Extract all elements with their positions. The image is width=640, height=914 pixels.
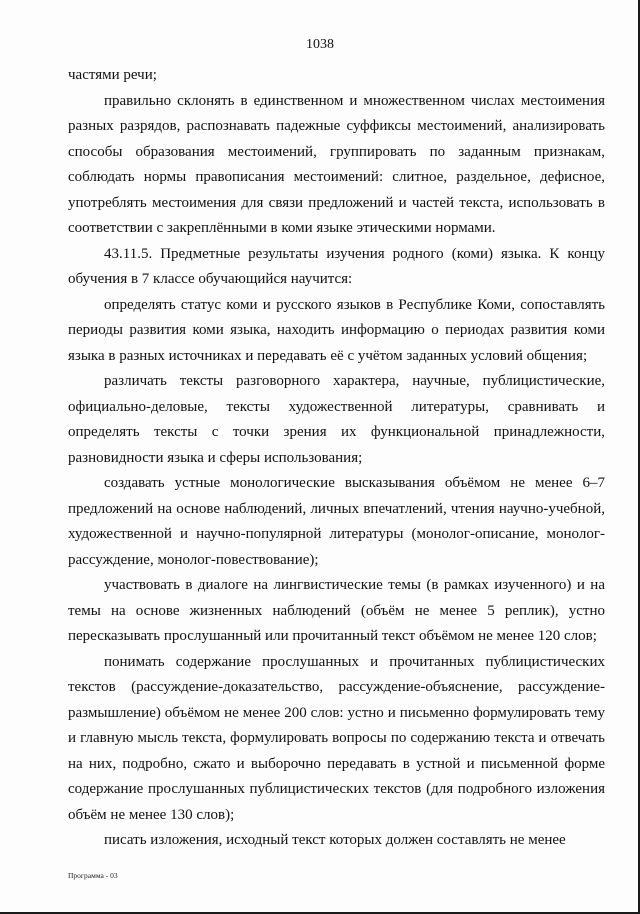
paragraph: частями речи;	[68, 67, 157, 83]
footer-label: Программа - 03	[68, 871, 118, 880]
paragraph: правильно склонять в единственном и множественном числах местоимения разных разрядов, распознавать падежные суффиксы местоимений, анализировать способы образования местоимений, группировать по заданным признакам, соблюдать нормы правописания местоимений: слитное, раздельное, дефисное, употреблять местоимения для связи предложений и частей текста, использовать в соответствии с закреплёнными в коми языке этическими нормами.	[68, 92, 605, 236]
paragraph: понимать содержание прослушанных и прочитанных публицистических текстов (рассуждение-доказательство, рассуждение-объяснение, рассуждение-размышление) объёмом не менее 200 слов: устно и письменно формулировать тему и главную мысль текста, формулировать вопросы по содержанию текста и отвечать на них, подробно, сжато и выборочно передавать в устной и письменной форме содержание прослушанных публицистических текстов (для подробного изложения объём не менее 130 слов);	[68, 653, 605, 823]
paragraph: создавать устные монологические высказывания объёмом не менее 6–7 предложений на основе наблюдений, личных впечатлений, чтения научно-учебной, художественной и научно-популярной литературы (монолог-описание, монолог-рассуждение, монолог-повествование);	[68, 475, 605, 568]
page-number: 1038	[306, 37, 334, 52]
paragraph: участвовать в диалоге на лингвистические темы (в рамках изученного) и на темы на основе жизненных наблюдений (объём не менее 5 реплик), устно пересказывать прослушанный или прочитанный текст объёмом не менее 120 слов;	[68, 577, 605, 644]
section-heading-paragraph: 43.11.5. Предметные результаты изучения родного (коми) языка. К концу обучения в 7 классе обучающийся научится:	[68, 245, 605, 287]
paragraph: различать тексты разговорного характера, научные, публицистические, официально-деловые, тексты художественной литературы, сравнивать и определять тексты с точки зрения их функциональной принадлежности, разновидности языка и сферы использования;	[68, 373, 605, 466]
body-text	[68, 63, 605, 854]
paragraph: писать изложения, исходный текст которых должен составлять не менее	[104, 832, 566, 848]
paragraph: определять статус коми и русского языков в Республике Коми, сопоставлять периоды развития коми языка, находить информацию о периодах развития коми языка в разных источниках и передавать её с учётом заданных условий общения;	[68, 296, 605, 364]
